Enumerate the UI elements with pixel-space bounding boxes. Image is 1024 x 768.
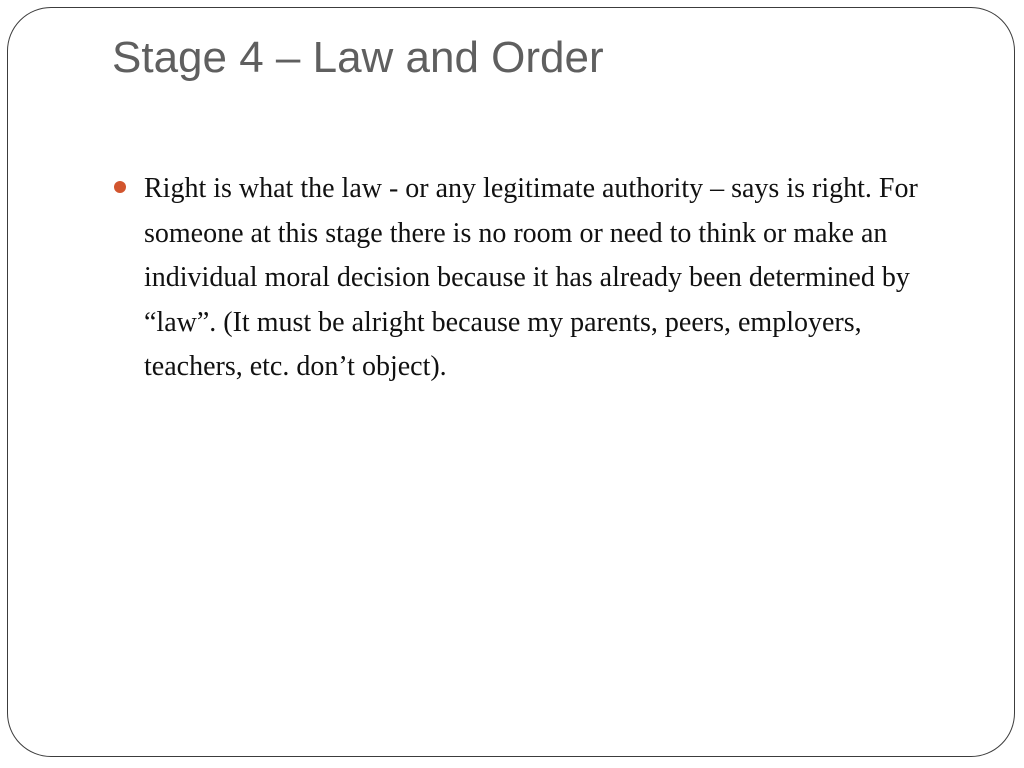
bullet-list <box>114 167 960 390</box>
bullet-text: Right is what the law - or any legitimate authority – says is right. For someone at this stage there is no room or need to think or make an individual moral decision because it has already been determined by “law”. (It must be alright because my parents, peers, employers, teachers, etc. don’t object). <box>144 173 918 382</box>
slide-title: Stage 4 – Law and Order <box>112 33 604 82</box>
bullet-item <box>114 167 960 390</box>
bullet-dot-icon <box>114 181 126 193</box>
